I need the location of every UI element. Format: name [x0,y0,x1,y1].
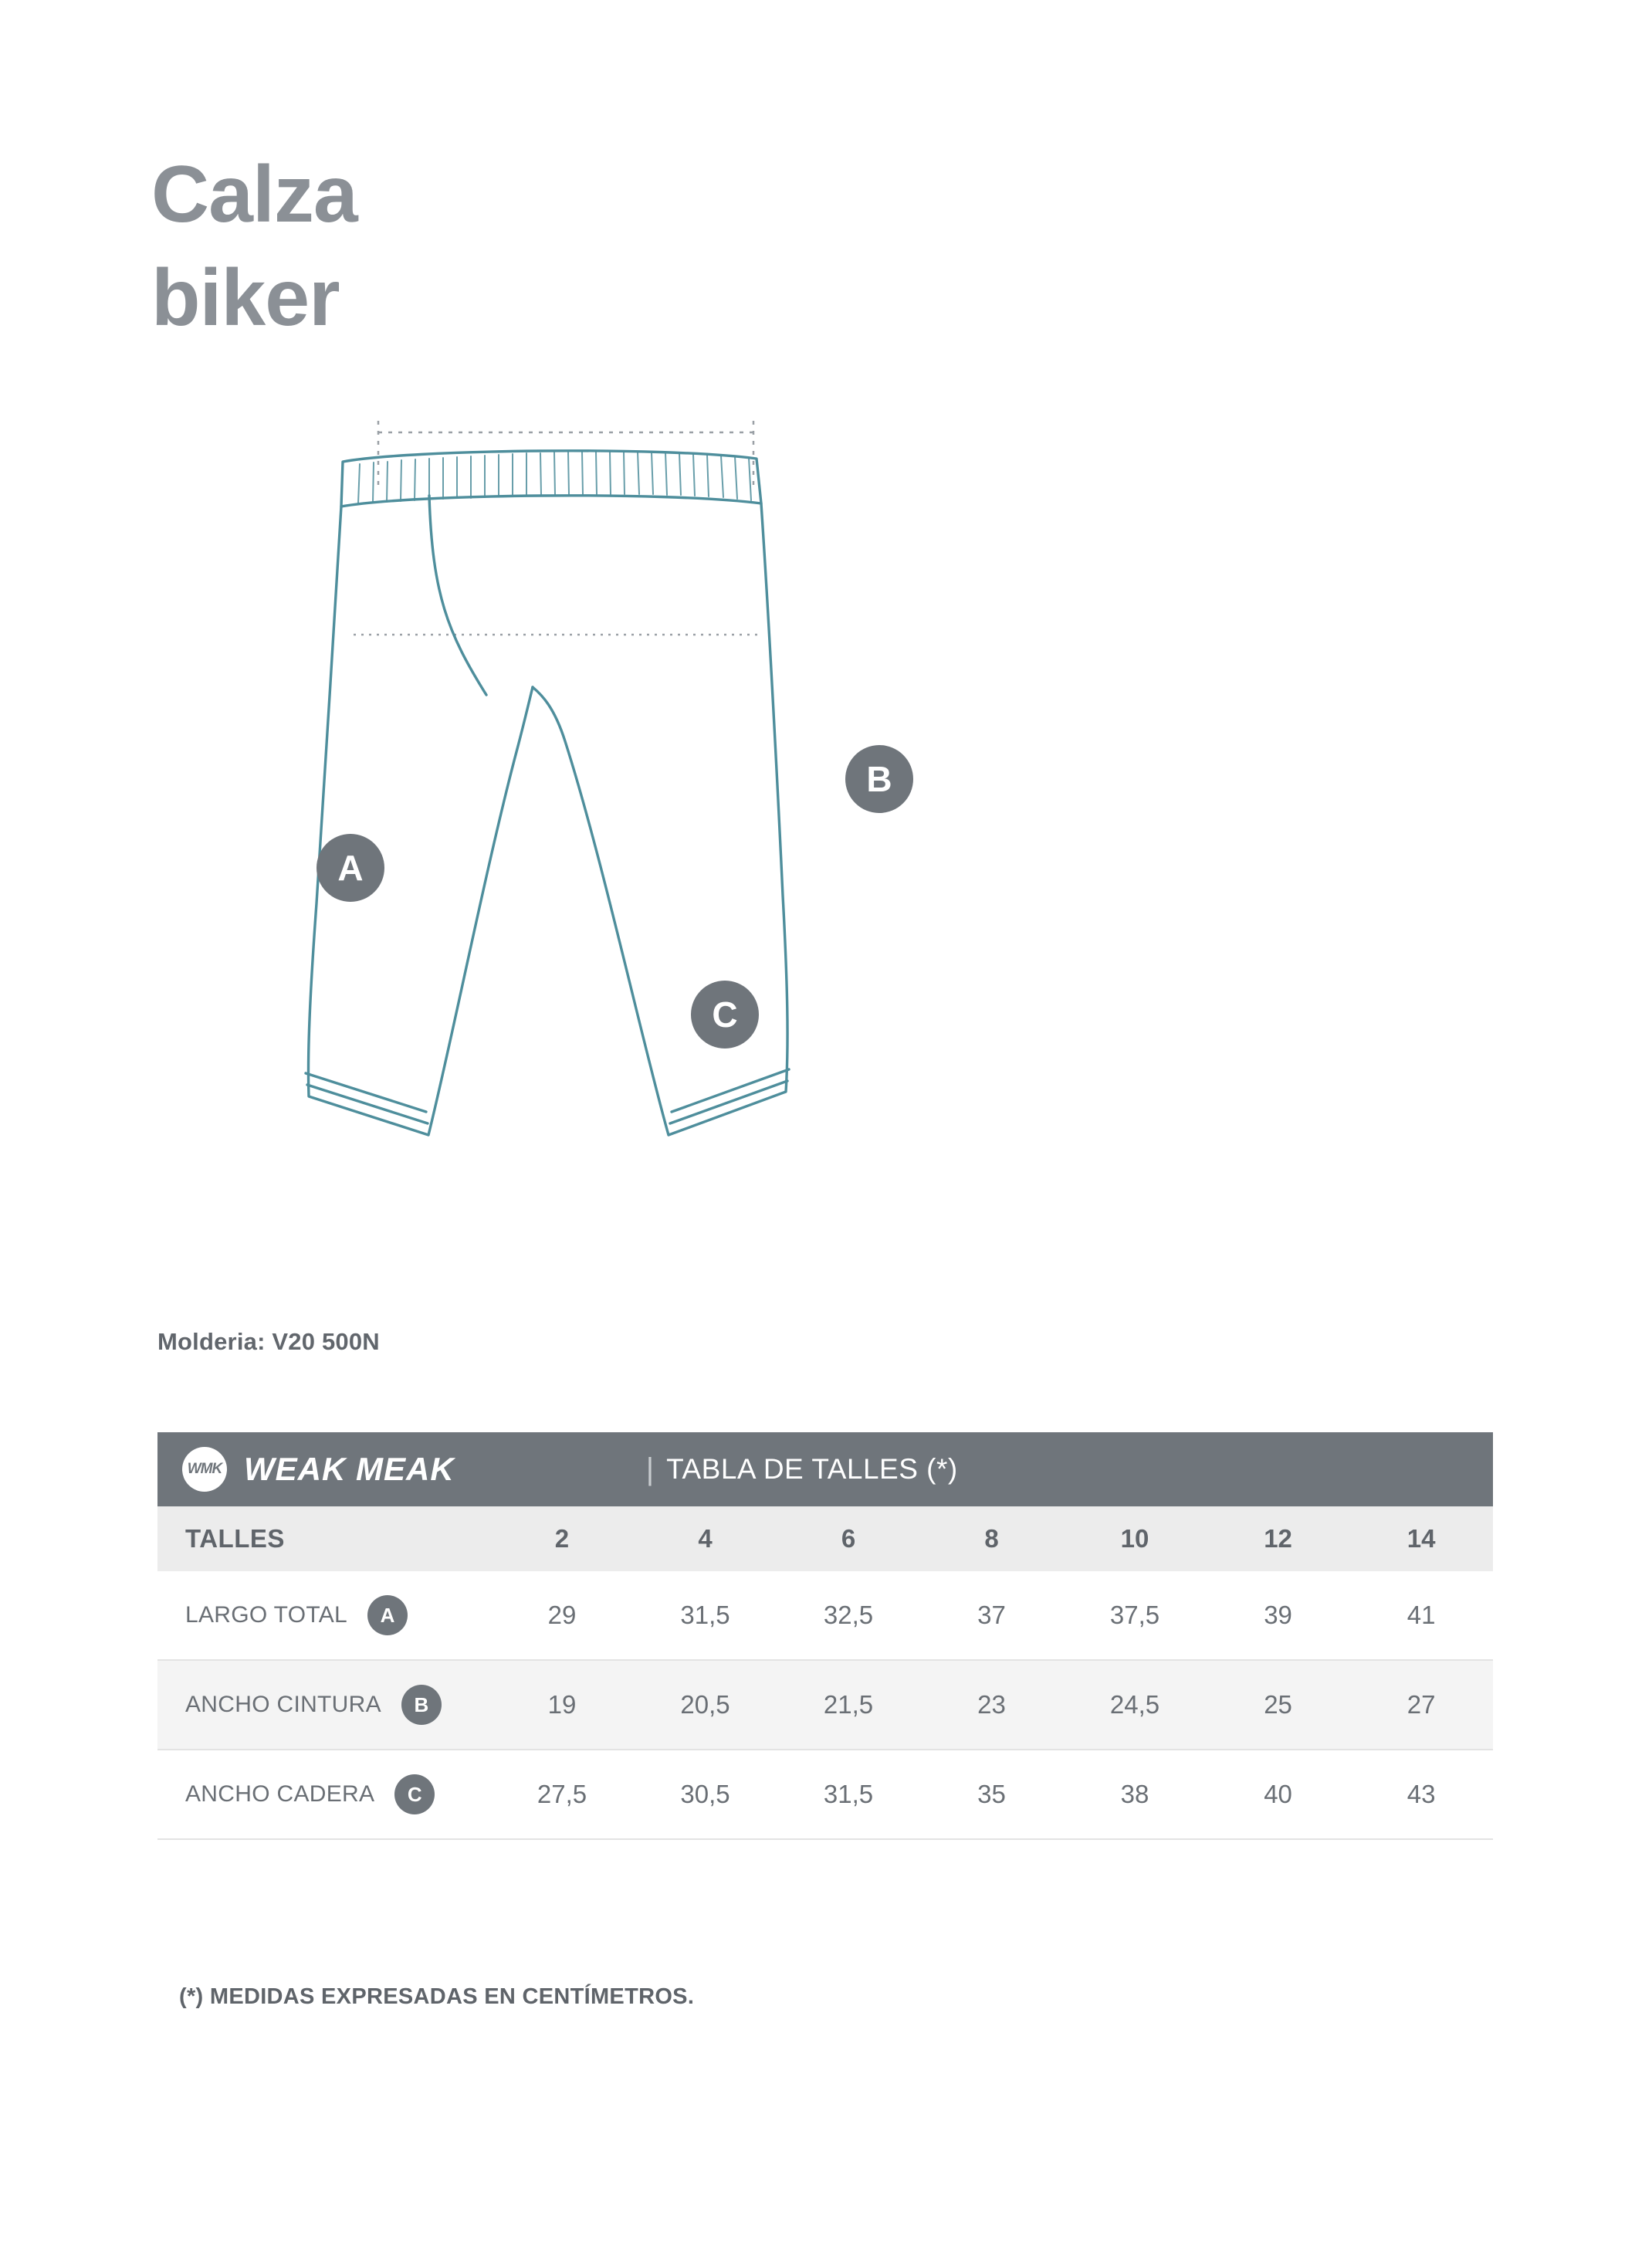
cell-cintura-6: 21,5 [777,1660,920,1750]
row-label-ancho-cintura [157,1660,490,1750]
cell-largo-10: 37,5 [1063,1571,1207,1660]
row-badge-b: B [401,1685,442,1725]
dimension-guides [293,421,760,1153]
header-separator: | [645,1452,655,1486]
cell-cintura-10: 24,5 [1063,1660,1207,1750]
cell-cadera-12: 40 [1207,1750,1350,1839]
size-header-14: 14 [1349,1506,1493,1571]
row-label-text: ANCHO CINTURA [185,1692,381,1717]
row-label-text: LARGO TOTAL [185,1602,348,1628]
cell-cadera-8: 35 [920,1750,1064,1839]
cell-cadera-10: 38 [1063,1750,1207,1839]
table-header-title: TABLA DE TALLES (*) [666,1453,958,1485]
measure-badge-a: A [317,834,384,902]
footnote: (*) MEDIDAS EXPRESADAS EN CENTÍMETROS. [179,1984,695,2009]
measure-badge-b: B [845,745,913,813]
garment-illustration [293,363,1405,1259]
cell-cadera-2: 27,5 [490,1750,634,1839]
size-header-2: 2 [490,1506,634,1571]
row-badge-c: C [394,1774,435,1814]
table-row [157,1750,1493,1839]
molderia-label: Molderia: V20 500N [157,1328,380,1355]
table-row [157,1660,1493,1750]
cell-cadera-14: 43 [1349,1750,1493,1839]
page-title-line1: Calza [151,150,357,239]
row-label-text: ANCHO CADERA [185,1781,375,1807]
size-header-6: 6 [777,1506,920,1571]
cell-cintura-8: 23 [920,1660,1064,1750]
brand-name: WEAK MEAK [244,1451,455,1487]
row-label-largo-total [157,1571,490,1660]
size-header-12: 12 [1207,1506,1350,1571]
cell-largo-12: 39 [1207,1571,1350,1660]
table-sizes-row [157,1506,1493,1571]
row-badge-a: A [367,1595,408,1635]
measure-badge-c: C [691,981,759,1049]
table-header-title-cell [634,1432,1493,1506]
cell-largo-4: 31,5 [634,1571,777,1660]
size-header-4: 4 [634,1506,777,1571]
cell-cadera-6: 31,5 [777,1750,920,1839]
cell-cintura-4: 20,5 [634,1660,777,1750]
size-header-8: 8 [920,1506,1064,1571]
table-row [157,1571,1493,1660]
biker-shorts-drawing [293,363,1405,1259]
size-table [157,1432,1493,1840]
page-title [151,150,357,343]
row-label-ancho-cadera [157,1750,490,1839]
size-table-wrapper [157,1432,1493,1840]
cell-largo-2: 29 [490,1571,634,1660]
page-title-line2: biker [151,253,340,343]
sizes-row-label: TALLES [157,1506,490,1571]
cell-cintura-14: 27 [1349,1660,1493,1750]
brand-logo-icon: WMK [182,1447,227,1492]
cell-cadera-4: 30,5 [634,1750,777,1839]
cell-cintura-2: 19 [490,1660,634,1750]
size-header-10: 10 [1063,1506,1207,1571]
cell-cintura-12: 25 [1207,1660,1350,1750]
cell-largo-6: 32,5 [777,1571,920,1660]
brand-cell [157,1432,634,1506]
cell-largo-8: 37 [920,1571,1064,1660]
cell-largo-14: 41 [1349,1571,1493,1660]
table-brand-header-row [157,1432,1493,1506]
